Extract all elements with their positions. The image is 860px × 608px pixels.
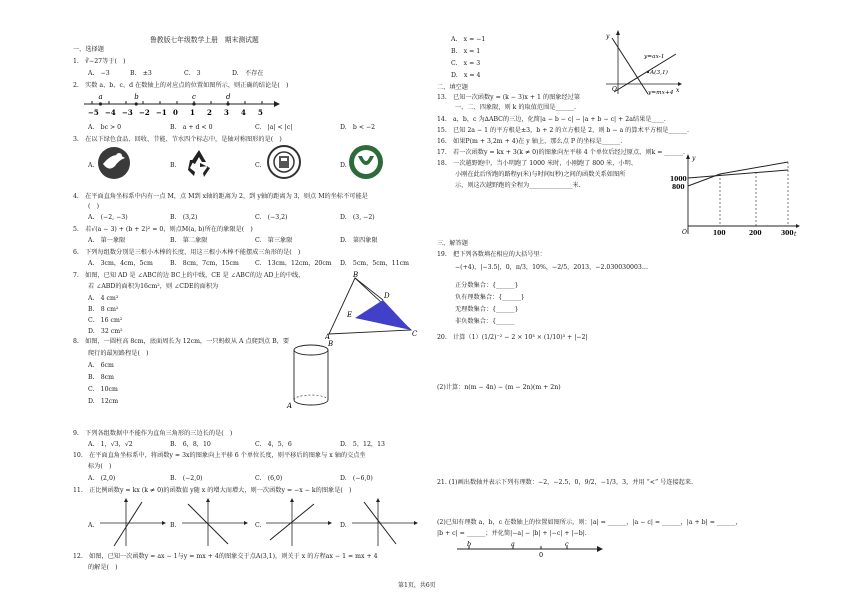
q2-point-label: c [192,93,196,101]
q8-choice-c[interactable]: C. 10cm [88,386,118,393]
q1-choice-c[interactable]: C. 3 [184,70,201,77]
q11-choice-a[interactable]: A. [88,522,95,529]
q18-graph-x-tick-200: 200 [749,230,762,237]
q6-text: 6. 下列每组数分别是三根小木棒的长度，用这三根小木棒不能摆成三角形的是( ) [73,249,301,256]
q9-text: 9. 下列各组数据中不能作为直角三角形的三边长的是( ) [73,430,233,437]
q19-text: 19. 把下列各数填在相应的大括号里： [437,251,546,258]
q2-tick-label: 1 [190,108,195,117]
q19-set-positive-fraction[interactable]: 正分数集合：{______} [455,282,519,289]
q11-text: 11. 正比例函数y = kx (k ≠ 0)的函数值 y随 x 的增大而增大，则一次函数y = −x − k的图象是( ) [73,487,352,494]
recycle-icon [182,146,216,180]
q4-choice-c[interactable]: C. (−3,2) [255,214,288,221]
q4-text: 4. 在平面直角坐标系中内有一点 M，点 M到 x轴的距离为 2，到 y轴的距离为 3，则点 M的坐标不可能是 [73,193,368,200]
q12-graph-line2-label: y=mx+4 [648,90,674,96]
q7-label-d: D [384,292,390,300]
q18-text-3: 示，则这次越野跑的全程为______________米. [455,182,581,189]
q12-choice-d[interactable]: D. x = 4 [451,72,481,79]
q12-graph-x-label: x [676,87,680,94]
q11-graph-a [96,498,166,548]
q3-choice-d[interactable]: D. [340,162,347,169]
q6-choice-b[interactable]: B. 8cm，7cm，15cm [170,260,239,267]
q19-set-negative-rational[interactable]: 负有理数集合：{______} [455,294,525,301]
q2-choice-d[interactable]: D. b < −2 [340,124,376,131]
q7-choice-a[interactable]: A. 4 cm² [88,295,119,302]
q1-choice-a[interactable]: A. −3 [88,70,110,77]
q7-label-e: E [347,311,353,319]
q12-graph-y-label: y [606,33,610,40]
q7-choice-c[interactable]: C. 16 cm² [88,317,123,324]
q11-graph-b [178,498,248,548]
q7-choice-d[interactable]: D. 32 cm² [88,328,123,335]
q12-graph-point-label: A(3,1) [650,70,668,76]
q9-choice-a[interactable]: A. 1，√3，√2 [88,441,133,448]
page-title: 鲁教版七年级数学上册 期末测试题 [150,36,259,44]
q3-choice-c[interactable]: C. [255,162,262,169]
q19-numbers: −(+4)，|−3.5|，0，π/3，10%，−2/5，2013，−2.030030003… [455,264,649,271]
water-saving-logo-icon [348,144,384,180]
q4-text-2: ( ) [88,203,100,210]
q8-cylinder-figure [286,338,336,412]
q6-choice-c[interactable]: C. 13cm，12cm，20cm [255,260,332,267]
q8-text: 8. 如图，一圆柱高 8cm，底面周长为 12cm，一只蚂蚁从 A 点爬到点 B，要 [73,338,290,345]
q8-choice-d[interactable]: D. 12cm [88,398,119,405]
section-choice: 一、选择题 [73,46,104,53]
q7-label-a: A [325,333,331,340]
q17-text: 17. 若一次函数y = kx + 3(k ≠ 0)的图象向左平移 4 个单位后经过原点，则k = ______. [437,149,685,156]
q10-choice-c[interactable]: C. (6,0) [255,475,283,482]
q2-text: 2. 实数 a、b、c、d 在数轴上的对应点的位置如图所示，则正确的结论是( ) [73,82,289,89]
q4-choice-a[interactable]: A. (−2, −3) [88,214,128,221]
q18-graph-y-label: y [692,155,696,162]
q5-choice-d[interactable]: D. 第四象限 [340,237,378,244]
q2-tick-label: −3 [122,108,133,117]
q10-text: 10. 在平面直角坐标系中，将函数y = 3x的图象向上平移 6 个单位长度，则平移后的图象与 x 轴的交点坐 [73,452,366,459]
q12-text-2: 的解是( ) [88,564,118,571]
q8-label-b: B [328,340,334,348]
q12-choice-a[interactable]: A. x = −1 [451,36,486,43]
q11-choice-c[interactable]: C. [255,522,262,529]
q2-tick-label: 4 [241,108,246,117]
q2-number-line [80,90,280,120]
q13-text: 13. 已知一次函数y = (k − 3)x + 1 的图象经过第 [437,94,581,101]
q8-choice-a[interactable]: A. 6cm [88,362,114,369]
q2-tick-label: 3 [224,108,229,117]
section-answer: 三、解答题 [437,240,468,247]
q2-tick-label: −4 [105,108,116,117]
q6-choice-a[interactable]: A. 3cm，4cm，5cm [88,260,153,267]
q2-choice-a[interactable]: A. bc > 0 [88,124,122,131]
q9-choice-d[interactable]: D. 5，12，13 [340,441,385,448]
q13-text-2: 一、二、四象限，则 k 的取值范围是______. [455,104,577,111]
section-fill: 二、填空题 [437,84,468,91]
q19-set-irrational[interactable]: 无理数集合：{______} [455,306,519,313]
q20-part1: 20. 计算（1）(1/2)⁻² − 2 × 10³ × (1/10)³ + |−2| [437,334,588,341]
q2-tick-label: −1 [156,108,167,117]
q7-label-b: B [353,271,359,279]
q14-text: 14. a，b，c 为∆ABC的三边，化简|a − b − c| − |a + b − c| + 2a结果是____. [437,116,666,123]
q21-part2-line2: |b + c| = ______；并化简|−a| − |b| + |−c| + |−b|. [437,530,587,537]
q11-graph-c [262,498,332,548]
q7-triangle-figure [325,270,420,340]
q2-point-label: b [134,93,139,101]
q2-point [99,102,102,105]
q11-choice-d[interactable]: D. [340,522,347,529]
q7-choice-b[interactable]: B. 8 cm² [88,306,119,313]
q20-part2: (2)计算：n(m − 4n) − (m − 2n)(m + 2n) [437,384,561,391]
q15-text: 15. 已知 2a − 1 的平方根是±3，b + 2 的立方根是 2，则 b − a 的算术平方根是______. [437,127,690,134]
q21-label-b: b [467,541,472,548]
q10-text-2: 标为( ) [88,463,112,470]
q12-graph [604,30,682,96]
green-food-logo-icon [97,146,131,180]
q19-set-nonnegative[interactable]: 非负数集合：{______ [455,318,515,325]
q21-label-zero: 0 [539,551,544,559]
q1-choice-b[interactable]: B. ±3 [130,70,152,77]
q4-choice-b[interactable]: B. (3,2) [170,214,198,221]
q1-text: 1. ∛−27等于( ) [73,58,126,65]
q2-point [192,102,195,105]
q8-label-a: A [287,402,293,410]
q7-text-2: 若 ∠ABD的面积为16cm²，则 ∠CDE的面积为 [88,283,219,290]
q3-choice-a[interactable]: A. [88,162,95,169]
q12-text: 12. 如图，已知一次函数y = ax − 1与y = mx + 4的图象交于点A(3,1)，则关于 x 的方程ax − 1 = mx + 4 [73,553,378,560]
q16-text: 16. 如果P(m + 3,2m + 4)在 y 轴上，那么点 P 的坐标是______. [437,138,623,145]
q18-graph-y-tick-1000: 1000 [670,176,687,183]
q2-point [135,102,138,105]
q21-number-line [455,541,605,561]
q5-choice-c[interactable]: C. 第三象限 [255,237,293,244]
q21-part2: (2)已知有理数 a，b，c 在数轴上的位置如图所示，则：|a| = ______，|a − c| = ______，|a + b| = ______， [437,519,742,526]
q18-graph-x-label: t [794,231,797,238]
q9-choice-c[interactable]: C. 4，5，6 [255,441,292,448]
q18-text-2: 小刚在此后所跑的路程y(米)与时间t(秒)之间的函数关系如图所 [455,171,626,178]
q2-point-label: d [226,93,231,101]
q10-choice-a[interactable]: A. (2,0) [88,475,116,482]
q12-graph-origin: O [612,86,617,93]
q2-choice-b[interactable]: B. a + d < 0 [170,124,213,131]
q12-choice-b[interactable]: B. x = 1 [451,48,481,55]
q5-choice-a[interactable]: A. 第一象限 [88,237,126,244]
q18-text: 18. 一次越野跑中，当小明跑了 1000 米时，小刚跑了 800 米，小明、 [437,160,637,167]
q1-choice-d[interactable]: D. 不存在 [232,70,264,77]
q18-graph-x-tick-100: 100 [713,230,726,237]
q2-tick-label: −2 [139,108,150,117]
q18-graph-x-tick-300: 300 [781,230,794,237]
q2-tick-label: −5 [88,108,99,117]
q7-text: 7. 如图，已知 AD 是 ∠ABC的边 BC上的中线，CE 是 ∠ABC的边 AD上的中线， [73,272,305,279]
q21-part1: 21. (1)画出数轴并表示下列有理数：−2，−2.5，0，9/2，−1/3，3，并用 “<” 号连接起来. [437,479,693,486]
q5-text: 5. 若√(a − 3) + (b + 2)² = 0，则点M(a, b)所在的象限是( ) [73,226,253,233]
q3-text: 3. 在以下绿色食品、回收、节能、节水四个标志中，是轴对称图形的是( ) [73,136,282,143]
q2-tick-label: 5 [258,108,263,117]
q4-choice-d[interactable]: D. (3, −2) [340,214,375,221]
q18-graph-origin: O [682,229,687,236]
q11-graph-d [348,498,418,548]
page-number: 第1页，共6页 [398,582,436,589]
q9-choice-b[interactable]: B. 6，8，10 [170,441,211,448]
energy-saving-logo-icon [266,144,302,180]
q8-choice-b[interactable]: B. 8cm [88,374,114,381]
q21-label-a: a [511,541,515,548]
q2-tick-label: 2 [207,108,212,117]
q11-choice-b[interactable]: B. [170,522,177,529]
q7-label-c: C [412,330,418,338]
q12-graph-line1-label: y=ax-1 [644,54,665,60]
q12-choice-c[interactable]: C. x = 3 [451,60,481,67]
q6-choice-d[interactable]: D. 5cm，5cm，11cm [340,260,410,267]
q18-graph [668,154,802,238]
q18-graph-y-tick-800: 800 [672,184,685,191]
q8-text-2: 爬行的最短路程是( ) [88,350,149,357]
q5-choice-b[interactable]: B. 第二象限 [170,237,208,244]
q2-tick-label: 0 [173,108,178,117]
q2-point [226,102,229,105]
q10-choice-d[interactable]: D. (−6,0) [340,475,373,482]
q10-choice-b[interactable]: B. (−2,0) [170,475,203,482]
q21-label-c: c [565,541,569,548]
q2-point-label: a [98,93,103,101]
q3-choice-b[interactable]: B. [170,162,177,169]
q2-choice-c[interactable]: C. |a| < |c| [255,124,293,131]
